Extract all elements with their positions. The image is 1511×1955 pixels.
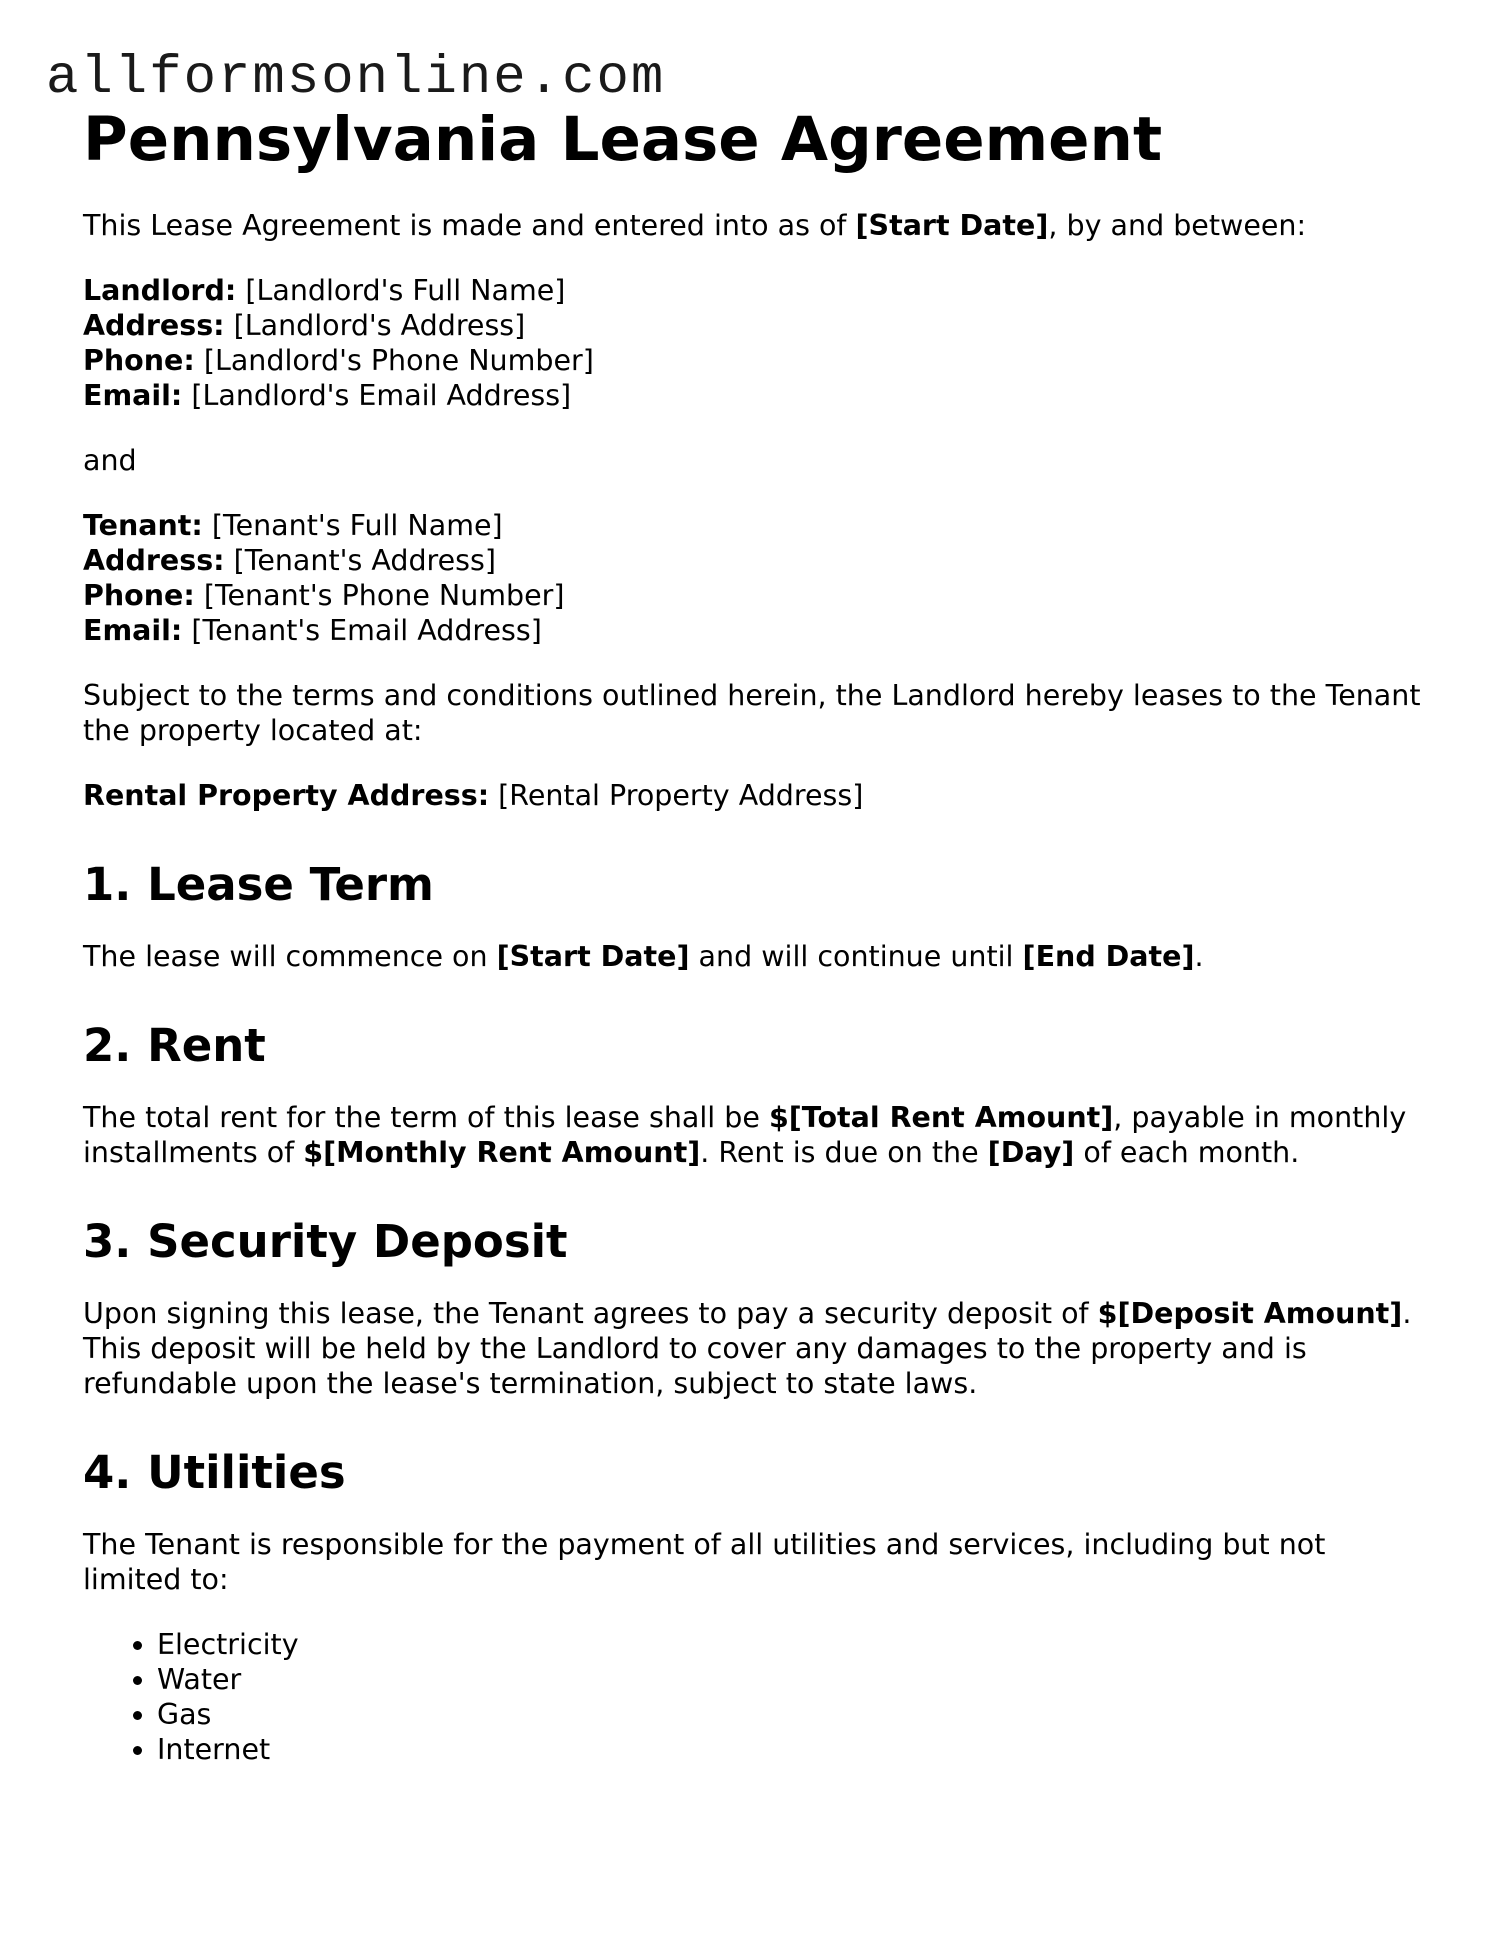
landlord-email-line bbox=[83, 378, 1423, 413]
deposit-text-1: Upon signing this lease, the Tenant agrees to pay a security deposit of bbox=[83, 1297, 1098, 1330]
utilities-paragraph: The Tenant is responsible for the payment of all utilities and services, including but not limited to: bbox=[83, 1528, 1326, 1596]
landlord-phone-value: [Landlord's Phone Number] bbox=[194, 344, 594, 377]
landlord-name-value: [Landlord's Full Name] bbox=[236, 274, 566, 307]
and-conjunction: and bbox=[83, 444, 137, 477]
tenant-email-value: [Tenant's Email Address] bbox=[182, 614, 542, 647]
intro-paragraph bbox=[83, 208, 1423, 243]
rent-paragraph bbox=[83, 1100, 1423, 1170]
tenant-phone-value: [Tenant's Phone Number] bbox=[194, 579, 565, 612]
deposit-paragraph bbox=[83, 1296, 1423, 1401]
deposit-text-2: . This deposit will be held by the Landlord to cover any damages to the property and is refundable upon the lease's termination, subject to state laws. bbox=[83, 1297, 1412, 1400]
lease-term-paragraph bbox=[83, 939, 1423, 974]
rent-due-day: [Day] bbox=[987, 1136, 1075, 1169]
intro-start-date: [Start Date] bbox=[855, 209, 1049, 242]
tenant-block bbox=[83, 508, 1423, 648]
section-heading-utilities: 4. Utilities bbox=[83, 1446, 346, 1499]
list-item: • Internet bbox=[157, 1732, 1423, 1767]
rent-monthly-amount: $[Monthly Rent Amount] bbox=[303, 1136, 701, 1169]
landlord-address-value: [Landlord's Address] bbox=[224, 309, 526, 342]
tenant-name-value: [Tenant's Full Name] bbox=[202, 509, 503, 542]
list-item: • Gas bbox=[157, 1697, 1423, 1732]
rent-text-4: of each month. bbox=[1074, 1136, 1300, 1169]
tenant-name-line bbox=[83, 508, 1423, 543]
property-address-line bbox=[83, 778, 1423, 813]
subject-paragraph: Subject to the terms and conditions outlined herein, the Landlord hereby leases to the Tenant the property located at: bbox=[83, 679, 1421, 747]
tenant-address-line bbox=[83, 543, 1423, 578]
tenant-phone-label: Phone: bbox=[83, 579, 195, 612]
lease-term-text-1: The lease will commence on bbox=[83, 940, 497, 973]
property-address-label: Rental Property Address: bbox=[83, 779, 490, 812]
landlord-phone-line bbox=[83, 343, 1423, 378]
document-title: Pennsylvania Lease Agreement bbox=[83, 104, 1163, 175]
lease-term-text-2: and will continue until bbox=[689, 940, 1023, 973]
tenant-email-line bbox=[83, 613, 1423, 648]
tenant-address-value: [Tenant's Address] bbox=[224, 544, 496, 577]
intro-text-before: This Lease Agreement is made and entered into as of bbox=[83, 209, 856, 242]
lease-term-start-date: [Start Date] bbox=[496, 940, 690, 973]
property-address-value: [Rental Property Address] bbox=[489, 779, 864, 812]
rent-text-2: , payable in monthly installments of bbox=[83, 1101, 1407, 1169]
list-item: • Electricity bbox=[157, 1627, 1423, 1662]
landlord-block bbox=[83, 273, 1423, 413]
landlord-name-line bbox=[83, 273, 1423, 308]
rent-text-1: The total rent for the term of this lease shall be bbox=[83, 1101, 769, 1134]
landlord-email-label: Email: bbox=[83, 379, 183, 412]
landlord-address-line bbox=[83, 308, 1423, 343]
intro-text-after: , by and between: bbox=[1048, 209, 1307, 242]
rent-total-amount: $[Total Rent Amount] bbox=[768, 1101, 1114, 1134]
section-heading-rent: 2. Rent bbox=[83, 1019, 266, 1072]
landlord-email-value: [Landlord's Email Address] bbox=[182, 379, 572, 412]
rent-text-3: . Rent is due on the bbox=[700, 1136, 988, 1169]
lease-document bbox=[83, 100, 1423, 1767]
landlord-phone-label: Phone: bbox=[83, 344, 195, 377]
lease-term-end-date: [End Date] bbox=[1022, 940, 1195, 973]
lease-term-text-3: . bbox=[1194, 940, 1204, 973]
section-heading-security-deposit: 3. Security Deposit bbox=[83, 1215, 568, 1268]
tenant-name-label: Tenant: bbox=[83, 509, 203, 542]
deposit-amount: $[Deposit Amount] bbox=[1097, 1297, 1403, 1330]
watermark-logo: allformsonline.com bbox=[46, 48, 666, 109]
list-item: • Water bbox=[157, 1662, 1423, 1697]
landlord-name-label: Landlord: bbox=[83, 274, 237, 307]
section-heading-lease-term: 1. Lease Term bbox=[83, 858, 434, 911]
utilities-list bbox=[83, 1627, 1423, 1767]
tenant-email-label: Email: bbox=[83, 614, 183, 647]
tenant-address-label: Address: bbox=[83, 544, 225, 577]
landlord-address-label: Address: bbox=[83, 309, 225, 342]
tenant-phone-line bbox=[83, 578, 1423, 613]
